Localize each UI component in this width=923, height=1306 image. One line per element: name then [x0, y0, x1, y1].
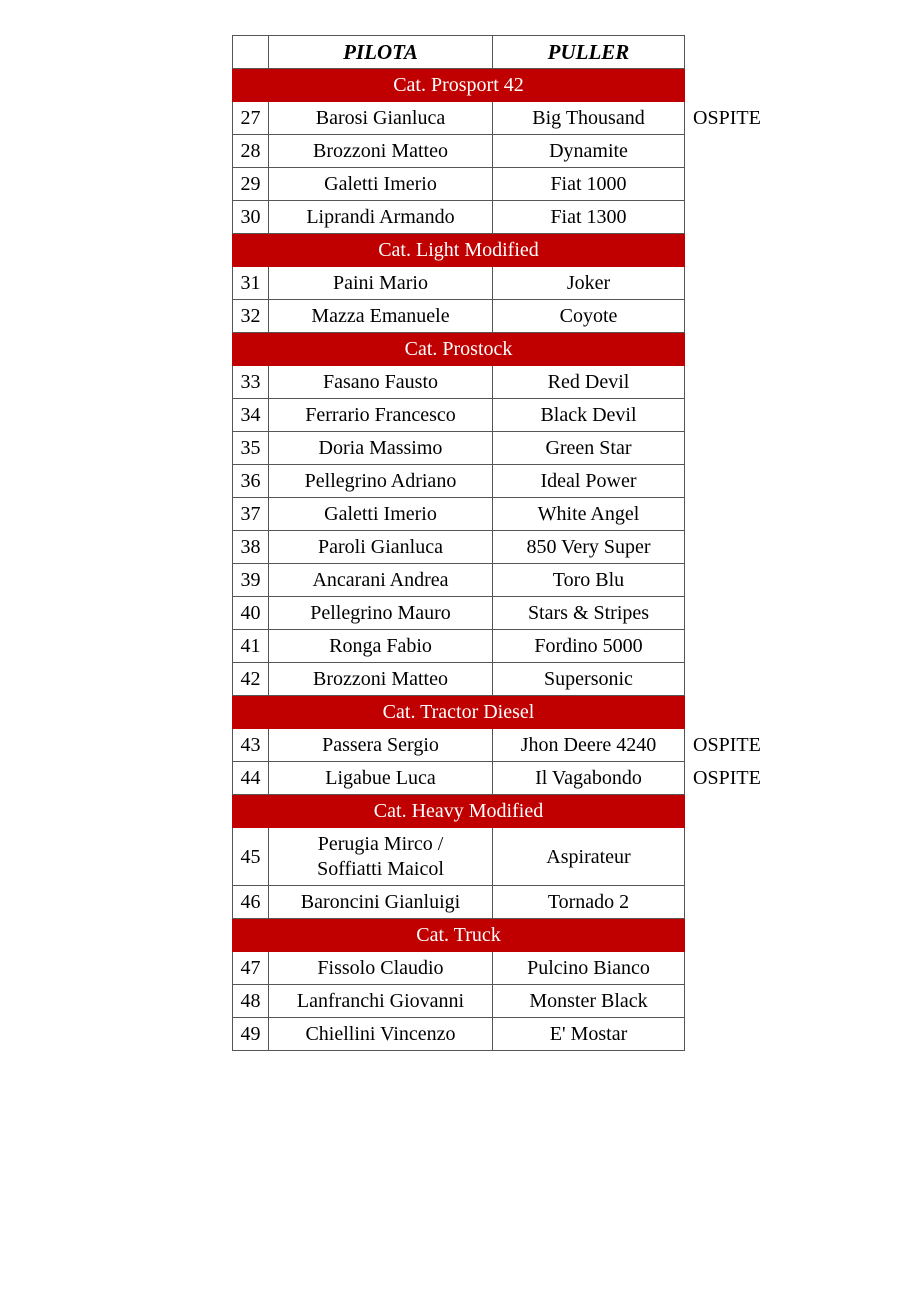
- header-puller: PULLER: [493, 36, 685, 69]
- entry-number: 39: [233, 564, 269, 597]
- entry-number: 36: [233, 465, 269, 498]
- entry-puller: Jhon Deere 4240: [493, 729, 685, 762]
- entry-pilota: Baroncini Gianluigi: [269, 886, 493, 919]
- category-title: Cat. Heavy Modified: [233, 795, 685, 828]
- entry-pilota: Doria Massimo: [269, 432, 493, 465]
- category-row: [233, 69, 685, 102]
- entry-number: 48: [233, 985, 269, 1018]
- header-num: [233, 36, 269, 69]
- category-title: Cat. Light Modified: [233, 234, 685, 267]
- entry-number: 49: [233, 1018, 269, 1051]
- entry-row: [233, 102, 685, 135]
- entry-number: 38: [233, 531, 269, 564]
- entry-pilota: Lanfranchi Giovanni: [269, 985, 493, 1018]
- category-row: [233, 234, 685, 267]
- entry-puller: Fiat 1300: [493, 201, 685, 234]
- entry-number: 45: [233, 828, 269, 886]
- entry-number: 27: [233, 102, 269, 135]
- entry-puller: Green Star: [493, 432, 685, 465]
- category-row: [233, 795, 685, 828]
- entry-number: 29: [233, 168, 269, 201]
- category-title: Cat. Prosport 42: [233, 69, 685, 102]
- entry-row: [233, 498, 685, 531]
- entry-row: [233, 432, 685, 465]
- entry-pilota: Fissolo Claudio: [269, 952, 493, 985]
- entry-pilota: [269, 828, 493, 886]
- entry-pilota: Paroli Gianluca: [269, 531, 493, 564]
- entry-puller: Fiat 1000: [493, 168, 685, 201]
- category-title: Cat. Tractor Diesel: [233, 696, 685, 729]
- entry-number: 46: [233, 886, 269, 919]
- entry-row: [233, 886, 685, 919]
- entry-row: [233, 1018, 685, 1051]
- entry-pilota-line: Soffiatti Maicol: [317, 857, 444, 880]
- entry-puller: Stars & Stripes: [493, 597, 685, 630]
- entry-row: [233, 135, 685, 168]
- entry-number: 37: [233, 498, 269, 531]
- entry-number: 33: [233, 366, 269, 399]
- entry-puller: E' Mostar: [493, 1018, 685, 1051]
- entries-table: [232, 35, 685, 1051]
- entry-pilota: Ronga Fabio: [269, 630, 493, 663]
- entry-row: [233, 300, 685, 333]
- header-row: [233, 36, 685, 69]
- entry-pilota: Chiellini Vincenzo: [269, 1018, 493, 1051]
- entry-number: 28: [233, 135, 269, 168]
- entry-puller: Coyote: [493, 300, 685, 333]
- guest-note: OSPITE: [693, 107, 761, 129]
- entry-pilota: Brozzoni Matteo: [269, 135, 493, 168]
- entry-number: 41: [233, 630, 269, 663]
- entry-row: [233, 531, 685, 564]
- entry-row: [233, 663, 685, 696]
- entry-row: [233, 564, 685, 597]
- entry-pilota: Ancarani Andrea: [269, 564, 493, 597]
- category-row: [233, 696, 685, 729]
- guest-note: OSPITE: [693, 767, 761, 789]
- entry-number: 31: [233, 267, 269, 300]
- entry-pilota: Brozzoni Matteo: [269, 663, 493, 696]
- entry-number: 43: [233, 729, 269, 762]
- entry-puller: 850 Very Super: [493, 531, 685, 564]
- entry-row: [233, 168, 685, 201]
- entry-row: [233, 399, 685, 432]
- entry-number: 40: [233, 597, 269, 630]
- entry-puller: Big Thousand: [493, 102, 685, 135]
- entry-number: 35: [233, 432, 269, 465]
- entry-puller: Joker: [493, 267, 685, 300]
- entry-pilota: Pellegrino Adriano: [269, 465, 493, 498]
- entry-number: 44: [233, 762, 269, 795]
- entry-pilota: Passera Sergio: [269, 729, 493, 762]
- entry-pilota-line: Perugia Mirco /: [317, 832, 444, 855]
- entry-pilota: Galetti Imerio: [269, 498, 493, 531]
- entry-puller: Toro Blu: [493, 564, 685, 597]
- entry-row: [233, 597, 685, 630]
- entry-puller: Dynamite: [493, 135, 685, 168]
- entry-pilota: Mazza Emanuele: [269, 300, 493, 333]
- entry-puller: Red Devil: [493, 366, 685, 399]
- category-title: Cat. Prostock: [233, 333, 685, 366]
- entry-pilota: Fasano Fausto: [269, 366, 493, 399]
- entry-pilota: Paini Mario: [269, 267, 493, 300]
- entry-puller: White Angel: [493, 498, 685, 531]
- entry-pilota: Ferrario Francesco: [269, 399, 493, 432]
- entry-puller: Supersonic: [493, 663, 685, 696]
- entry-number: 47: [233, 952, 269, 985]
- entry-row: [233, 465, 685, 498]
- entry-pilota: Barosi Gianluca: [269, 102, 493, 135]
- header-pilota: PILOTA: [269, 36, 493, 69]
- category-row: [233, 919, 685, 952]
- entry-row: [233, 729, 685, 762]
- entry-puller: Monster Black: [493, 985, 685, 1018]
- entry-row: [233, 762, 685, 795]
- entry-pilota: Galetti Imerio: [269, 168, 493, 201]
- entry-row: [233, 201, 685, 234]
- entry-pilota: Pellegrino Mauro: [269, 597, 493, 630]
- entry-row: [233, 952, 685, 985]
- entry-row: [233, 630, 685, 663]
- entries-body: [233, 69, 685, 1051]
- entry-number: 34: [233, 399, 269, 432]
- entry-puller: Fordino 5000: [493, 630, 685, 663]
- entry-puller: Il Vagabondo: [493, 762, 685, 795]
- entry-puller: Ideal Power: [493, 465, 685, 498]
- entry-number: 42: [233, 663, 269, 696]
- entry-puller: Pulcino Bianco: [493, 952, 685, 985]
- entry-number: 30: [233, 201, 269, 234]
- entry-pilota: Liprandi Armando: [269, 201, 493, 234]
- guest-note: OSPITE: [693, 734, 761, 756]
- entry-puller: Tornado 2: [493, 886, 685, 919]
- entry-puller: Aspirateur: [493, 828, 685, 886]
- category-title: Cat. Truck: [233, 919, 685, 952]
- entry-row: [233, 985, 685, 1018]
- category-row: [233, 333, 685, 366]
- entry-row: [233, 366, 685, 399]
- entry-pilota: Ligabue Luca: [269, 762, 493, 795]
- entry-puller: Black Devil: [493, 399, 685, 432]
- entry-number: 32: [233, 300, 269, 333]
- entry-row: [233, 267, 685, 300]
- entry-row: [233, 828, 685, 886]
